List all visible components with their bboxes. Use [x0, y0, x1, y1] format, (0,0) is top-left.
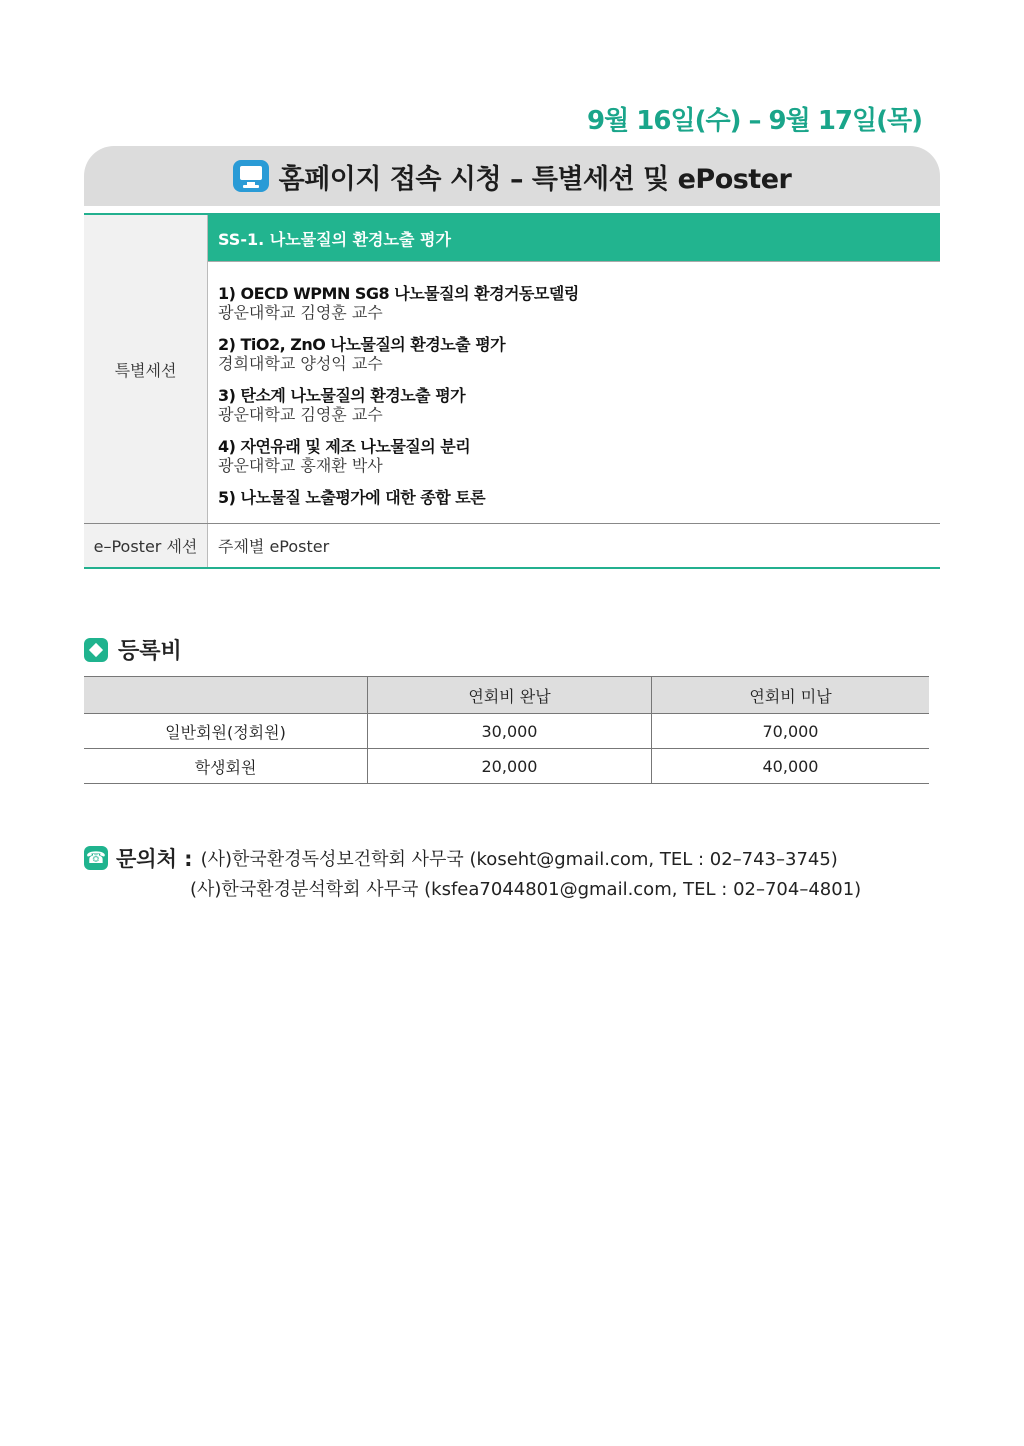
phone-icon: ☎	[84, 846, 108, 870]
eposter-value: 주제별 ePoster	[218, 537, 330, 556]
contact-line: (사)한국환경독성보건학회 사무국 (koseht@gmail.com, TEL : 02–743–3745)	[200, 849, 838, 870]
table-row	[84, 714, 929, 749]
fee-cell: 70,000	[652, 714, 930, 749]
fee-cell: 학생회원	[84, 749, 368, 784]
fee-cell: 30,000	[368, 714, 652, 749]
talk-list	[208, 261, 940, 523]
talk-speaker: 경희대학교 양성익 교수	[218, 354, 383, 373]
talk-speaker: 광운대학교 김영훈 교수	[218, 303, 383, 322]
session-title: SS-1. 나노물질의 환경노출 평가	[208, 215, 940, 261]
talk-speaker: 광운대학교 홍재환 박사	[218, 456, 383, 475]
special-session-row	[84, 215, 940, 523]
fee-cell: 20,000	[368, 749, 652, 784]
fees-heading	[84, 634, 182, 665]
diamond-icon	[84, 638, 108, 662]
talk-title: 5) 나노물질 노출평가에 대한 종합 토론	[218, 488, 486, 507]
fee-header-cell: 연회비 완납	[368, 677, 652, 714]
fee-cell: 40,000	[652, 749, 930, 784]
section-banner	[84, 146, 940, 206]
banner-title: 홈페이지 접속 시청 – 특별세션 및 ePoster	[278, 163, 792, 195]
talk-item	[218, 488, 930, 507]
talk-item	[218, 335, 930, 373]
special-session-label: 특별세션	[84, 215, 208, 523]
talk-title: 2) TiO2, ZnO 나노물질의 환경노출 평가	[218, 335, 506, 354]
program-table	[84, 213, 940, 569]
fee-header-cell: 연회비 미납	[652, 677, 930, 714]
fee-cell: 일반회원(정회원)	[84, 714, 368, 749]
contact-label: 문의처 :	[116, 847, 193, 871]
talk-item	[218, 284, 930, 322]
table-row	[84, 749, 929, 784]
talk-speaker: 광운대학교 김영훈 교수	[218, 405, 383, 424]
talk-title: 4) 자연유래 및 제조 나노물질의 분리	[218, 437, 471, 456]
talk-title: 1) OECD WPMN SG8 나노물질의 환경거동모델링	[218, 284, 579, 303]
fee-header-cell	[84, 677, 368, 714]
talk-item	[218, 437, 930, 475]
eposter-row	[84, 523, 940, 567]
talk-item	[218, 386, 930, 424]
talk-title: 3) 탄소계 나노물질의 환경노출 평가	[218, 386, 466, 405]
date-range: 9월 16일(수) – 9월 17일(목)	[587, 106, 922, 136]
fee-table	[84, 676, 929, 784]
fees-heading-label: 등록비	[118, 639, 182, 664]
eposter-label: e–Poster 세션	[84, 524, 208, 567]
contact-block	[84, 843, 861, 903]
contact-line: (사)한국환경분석학회 사무국 (ksfea7044801@gmail.com, TEL : 02–704–4801)	[190, 879, 862, 900]
monitor-icon	[233, 160, 269, 192]
fee-header-row	[84, 677, 929, 714]
